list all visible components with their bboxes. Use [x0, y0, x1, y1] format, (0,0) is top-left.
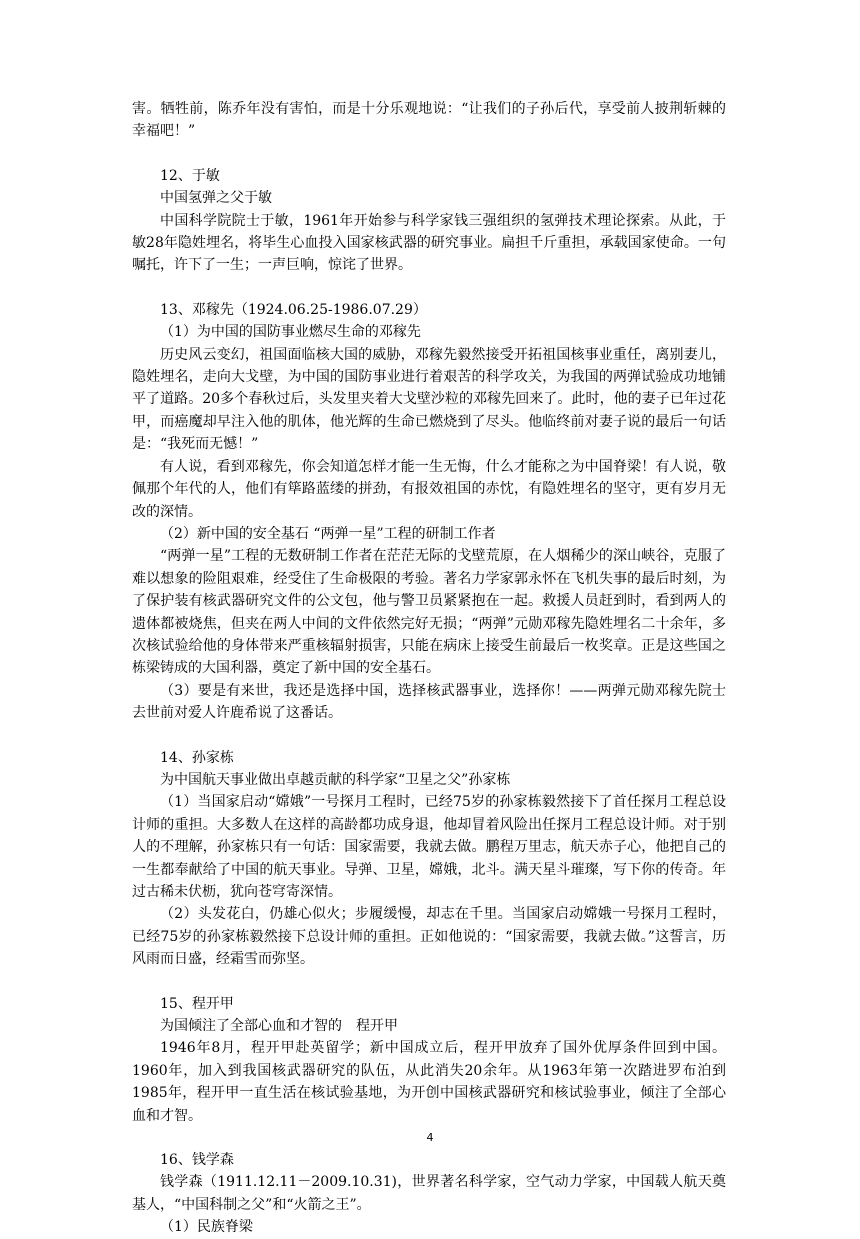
paragraph: 中国科学院院士于敏，1961年开始参与科学家钱三强组织的氢弹技术理论探索。从此，于敏28年隐姓埋名，将毕生心血投入国家核武器的研究事业。扁担千斤重担，承载国家使命。一句嘱托，许下了一生；一声巨响，惊诧了世界。	[132, 212, 726, 274]
paragraph: “两弹一星”工程的无数研制工作者在茫茫无际的戈壁荒原，在人烟稀少的深山峡谷，克服了难以想象的险阻艰难，经受住了生命极限的考验。著名力学家郭永怀在飞机失事的最后时刻，为了保护装有核武器研究文件的公文包，他与警卫员紧紧抱在一起。救援人员赶到时，看到两人的遗体都被烧焦，但夹在两人中间的文件依然完好无损；“两弹”元勋邓稼先隐姓埋名二十余年，多次核试验给他的身体带来严重核辐射损害，只能在病床上接受生前最后一枚奖章。正是这些国之栋梁铸成的大国利器，奠定了新中国的安全基石。	[132, 548, 726, 677]
paragraph: （1）为中国的国防事业燃尽生命的邓稼先	[160, 324, 421, 341]
paragraph: 14、孙家栋	[160, 749, 234, 766]
paragraph: 15、程开甲	[160, 995, 234, 1012]
paragraph: 为中国航天事业做出卓越贡献的科学家“卫星之父”孙家栋	[160, 771, 511, 788]
paragraph: （2）头发花白，仍雄心似火；步履缓慢，却志在千里。当国家启动嫦娥一号探月工程时，已经75岁的孙家栋毅然接下总设计师的重担。正如他说的：“国家需要，我就去做。”这誓言，历风雨而日盛，经霜雪而弥坚。	[132, 906, 726, 968]
paragraph: 中国氢弹之父于敏	[160, 190, 272, 207]
paragraph: 钱学森（1911.12.11－2009.10.31)，世界著名科学家，空气动力学家，中国载人航天奠基人，“中国科制之父”和“火箭之王”。	[132, 1174, 726, 1213]
paragraph: 害。牺牲前，陈乔年没有害怕，而是十分乐观地说：“让我们的子孙后代，享受前人披荆斩棘的幸福吧！”	[132, 101, 726, 140]
paragraph: 12、于敏	[160, 167, 220, 184]
paragraph: 历史风云变幻，祖国面临核大国的威胁，邓稼先毅然接受开拓祖国核事业重任，离别妻儿，隐姓埋名，走向大戈壁，为中国的国防事业进行着艰苦的科学攻关，为我国的两弹试验成功地铺平了道路。20多个春秋过后，头发里夹着大戈壁沙粒的邓稼先回来了。此时，他的妻子已年过花甲，而癌魔却早注入他的肌体，他光辉的生命已燃烧到了尽头。他临终前对妻子说的最后一句话是：“我死而无憾！”	[132, 346, 726, 453]
paragraph: 16、钱学森	[160, 1152, 234, 1169]
paragraph-gap	[132, 143, 726, 165]
paragraph-gap	[132, 725, 726, 747]
page-body	[132, 98, 726, 1239]
paragraph: 13、邓稼先（1924.06.25-1986.07.29）	[160, 301, 427, 318]
paragraph: 1946年8月，程开甲赴英留学；新中国成立后，程开甲放弃了国外优厚条件回到中国。1960年，加入到我国核武器研究的队伍，从此消失20余年。从1963年第一次踏进罗布泊到1985年，程开甲一直生活在核试验基地，为开创中国核武器研究和核试验事业，倾注了全部心血和才智。	[132, 1040, 726, 1124]
page-number: 4	[426, 1131, 434, 1144]
paragraph: （3）要是有来世，我还是选择中国，选择核武器事业，选择你！——两弹元勋邓稼先院士去世前对爱人许鹿希说了这番话。	[132, 682, 726, 722]
paragraph: （2）新中国的安全基石 “两弹一星”工程的研制工作者	[160, 525, 496, 542]
paragraph: （1）当国家启动“嫦娥”一号探月工程时，已经75岁的孙家栋毅然接下了首任探月工程总设计师的重担。大多数人在这样的高龄都功成身退，他却冒着风险出任探月工程总设计师。对于别人的不理解，孙家栋只有一句话：国家需要，我就去做。鹏程万里志，航天赤子心，他把自己的一生都奉献给了中国的航天事业。导弹、卫星，嫦娥，北斗。满天星斗璀璨，写下你的传奇。年过古稀未伏枥，犹向苍穹寄深情。	[132, 794, 726, 900]
paragraph: （1）民族脊梁	[160, 1219, 253, 1236]
paragraph: 有人说，看到邓稼先，你会知道怎样才能一生无悔，什么才能称之为中国脊梁！有人说，敬佩那个年代的人，他们有筚路蓝缕的拼劲，有报效祖国的赤忱，有隐姓埋名的坚守，更有岁月无改的深情。	[132, 458, 726, 520]
paragraph-gap	[132, 277, 726, 299]
paragraph-gap	[132, 971, 726, 993]
paragraph: 为国倾注了全部心血和才智的 程开甲	[160, 1018, 398, 1035]
